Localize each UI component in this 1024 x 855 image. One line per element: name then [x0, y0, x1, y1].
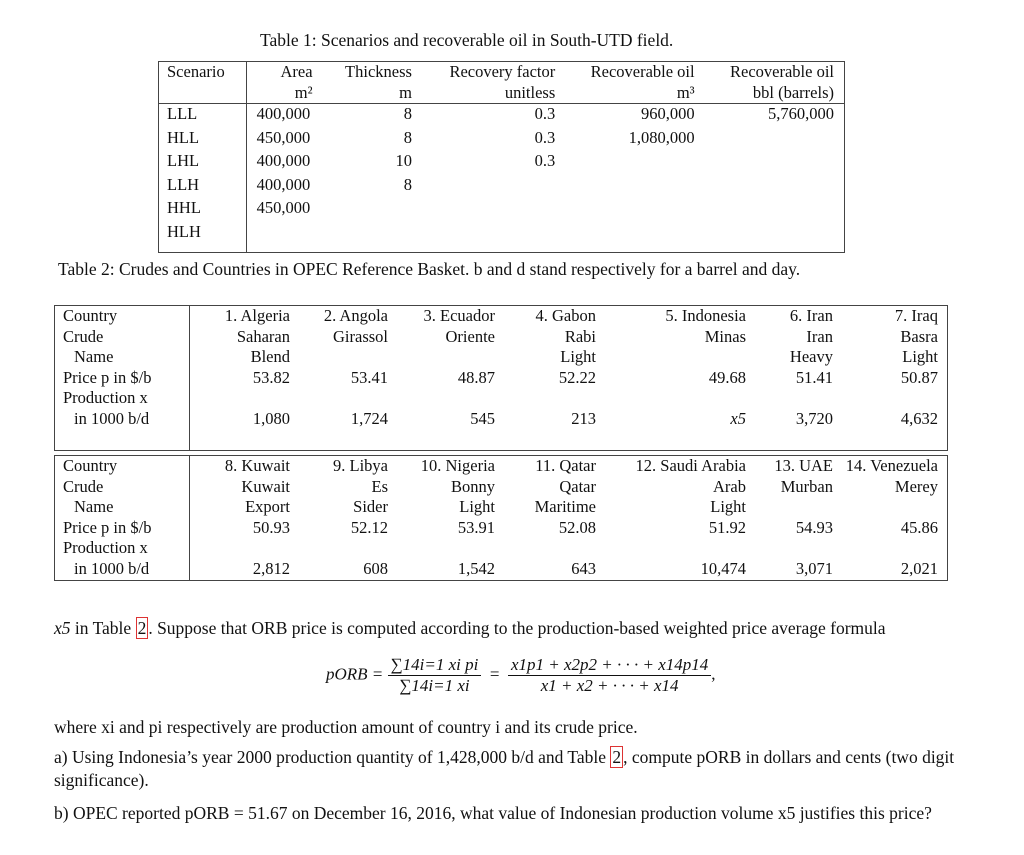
t1-cell: LLL: [159, 104, 247, 128]
t2-price: 53.82: [252, 367, 290, 387]
t1-cell: 0.3: [534, 151, 556, 171]
t1-header-unit: m: [313, 83, 412, 104]
t2-country: 13. UAE: [774, 456, 833, 475]
t2-row-label: Name: [55, 497, 190, 518]
t1-cell: 400,000: [256, 151, 311, 171]
t2-production: 4,632: [900, 408, 938, 428]
table-row: [55, 497, 948, 518]
t2-row-label: Crude: [55, 327, 190, 348]
t2-crude: Blend: [250, 347, 290, 367]
question-a-text: , compute pORB in dollars and cents (two digit significance).: [54, 747, 955, 790]
where-sentence: where xi and pi respectively are production amount of country i and its crude price.: [54, 717, 638, 737]
t2-price: 48.87: [457, 367, 495, 387]
t2-price: 45.86: [900, 517, 938, 537]
t2-production: 213: [571, 408, 596, 428]
table-row: [55, 538, 948, 559]
formula-num: x1p1 + x2p2 + · · · + x14p14: [508, 655, 711, 676]
t2-production: 545: [470, 408, 495, 428]
table-row: [159, 128, 845, 152]
t1-header-unit: [159, 83, 247, 104]
t2-crude: Qatar: [559, 476, 596, 496]
t2-crude: Kuwait: [241, 476, 290, 496]
t1-cell: 10: [395, 151, 412, 171]
t2-production: 2,021: [900, 558, 938, 578]
t1-header: Recovery factor: [449, 62, 556, 81]
t2-country: 11. Qatar: [535, 456, 596, 475]
t2-crude: Murban: [780, 476, 833, 496]
t2-crude: [596, 347, 746, 368]
table-row: [55, 306, 948, 327]
t1-cell: 8: [403, 127, 412, 147]
table-row: [159, 151, 845, 175]
t2-row-label: Price p in $/b: [55, 368, 190, 389]
t2-production: 3,720: [795, 408, 833, 428]
t2-crude: Basra: [900, 326, 938, 346]
t1-cell: 400,000: [256, 174, 311, 194]
t2-crude: Iran: [806, 326, 833, 346]
t2-production: 3,071: [795, 558, 833, 578]
t2-price: 53.91: [457, 517, 495, 537]
formula-fraction: [388, 655, 482, 696]
t2-country: 2. Angola: [323, 306, 388, 325]
t2-crude: Maritime: [534, 497, 596, 517]
t2-country: 9. Libya: [333, 456, 388, 475]
t1-cell: 8: [403, 174, 412, 194]
t1-cell: [695, 128, 845, 152]
t2-row-label: Crude: [55, 477, 190, 498]
t2-production: 2,812: [252, 558, 290, 578]
t1-cell: HLH: [159, 222, 247, 253]
t2-crude: Minas: [704, 326, 746, 346]
t2-country: 12. Saudi Arabia: [635, 456, 746, 475]
t1-cell: [246, 222, 312, 253]
t2-crude: Light: [459, 497, 495, 517]
t1-cell: [695, 151, 845, 175]
t2-country: 3. Ecuador: [423, 306, 495, 325]
t2-row-label: Production x: [55, 538, 190, 559]
orb-formula: pORB = $\frac{\text{∑14i=1 xi pi}}{\sum 14i=1 xi}$ = $\frac{x1p1 + x2p2 + \cdot \cdot \cdot + x14p14}{x1 + x2 + \cdot \cdot \cdot + x14}$ ,: [326, 655, 716, 695]
t1-cell: [695, 175, 845, 199]
table-row: [55, 518, 948, 539]
table-row: [55, 409, 948, 430]
formula-den: x1 + x2 + · · · + x14: [540, 676, 679, 695]
t2-row-label: Price p in $/b: [55, 518, 190, 539]
t2-production: 10,474: [700, 558, 746, 578]
t2-crude: [833, 497, 948, 518]
t2-crude: Heavy: [789, 347, 833, 367]
t2-country: 7. Iraq: [894, 306, 938, 325]
t1-cell: [555, 151, 694, 175]
t1-cell: 960,000: [640, 104, 695, 124]
t2-crude: [290, 347, 388, 368]
table-row: [55, 368, 948, 389]
t2-crude: Sider: [353, 497, 388, 517]
t1-cell: [555, 198, 694, 222]
formula-lhs: pORB =: [326, 664, 384, 684]
table-row: [55, 347, 948, 368]
t2-row-label: Country: [55, 306, 190, 327]
t1-header-unit: unitless: [412, 83, 555, 104]
t1-cell: [695, 222, 845, 253]
question-b: b) OPEC reported pORB = 51.67 on December 16, 2016, what value of Indonesian production volume x5 justifies this price?: [54, 803, 932, 823]
t2-crude: Saharan: [236, 326, 290, 346]
t2-price: 52.12: [350, 517, 388, 537]
table2-block2: [54, 455, 948, 581]
t1-header: Area: [280, 62, 313, 81]
t2-crude: Oriente: [445, 326, 495, 346]
t1-cell: 5,760,000: [768, 104, 834, 124]
table2-ref-link[interactable]: 2: [137, 618, 147, 638]
t1-cell: [313, 222, 412, 253]
t2-production: 643: [571, 558, 596, 578]
t1-cell: 400,000: [256, 104, 311, 124]
t1-cell: [555, 222, 694, 253]
t1-cell: [412, 175, 555, 199]
t2-production: 1,080: [252, 408, 290, 428]
t1-header: Scenario: [159, 62, 247, 83]
table-row: [159, 104, 845, 128]
t2-row-label: Production x: [55, 388, 190, 409]
t1-cell: HLL: [159, 128, 247, 152]
t2-country: 10. Nigeria: [420, 456, 495, 475]
t1-cell: 1,080,000: [628, 127, 695, 147]
table1-caption: Table 1: Scenarios and recoverable oil in South-UTD field.: [260, 30, 674, 50]
t1-header: Thickness: [345, 62, 412, 81]
t2-crude: Rabi: [564, 326, 596, 346]
formula-fraction: [508, 655, 711, 696]
t1-header-unit: m²: [246, 83, 312, 104]
t2-crude: Light: [710, 497, 746, 517]
t2-row-label: Country: [55, 456, 190, 477]
table2-caption: Table 2: Crudes and Countries in OPEC Reference Basket. b and d stand respectively for a barrel and day.: [58, 259, 801, 279]
t2-crude: Es: [371, 476, 388, 496]
table2-block1: [54, 305, 948, 451]
t2-country: 6. Iran: [789, 306, 833, 325]
t1-cell: 0.3: [534, 127, 556, 147]
t2-country: 4. Gabon: [535, 306, 596, 325]
t1-cell: 0.3: [534, 104, 556, 124]
t2-crude: [746, 497, 833, 518]
table-row: [159, 222, 845, 253]
t2-price: 49.68: [708, 367, 746, 387]
t2-country: 14. Venezuela: [845, 456, 938, 475]
table-row: [55, 456, 948, 477]
table-row: [159, 175, 845, 199]
t2-country: 5. Indonesia: [665, 306, 746, 325]
t1-header-unit: bbl (barrels): [695, 83, 845, 104]
t2-crude: Girassol: [333, 326, 388, 346]
intro-text: . Suppose that ORB price is computed according to the production-based weighted price average formula: [148, 618, 886, 638]
question-a: [54, 746, 994, 791]
t1-cell: LLH: [159, 175, 247, 199]
table-row: [55, 477, 948, 498]
t1-cell: [555, 175, 694, 199]
t2-price: 51.92: [708, 517, 746, 537]
t2-production: 1,724: [350, 408, 388, 428]
t2-crude: Merey: [894, 476, 938, 496]
t2-price: 53.41: [350, 367, 388, 387]
table2-ref-link[interactable]: 2: [612, 747, 622, 767]
t1-cell: 450,000: [256, 127, 311, 147]
t1-cell: [313, 198, 412, 222]
intro-text: in Table: [70, 618, 136, 638]
formula-den: ∑14i=1 xi: [399, 676, 470, 695]
t1-cell: 8: [403, 104, 412, 124]
table-row: [55, 388, 948, 409]
t2-crude: Export: [245, 497, 290, 517]
intro-paragraph: [54, 617, 994, 640]
t2-production: 608: [363, 558, 388, 578]
t1-cell: [412, 222, 555, 253]
t1-cell: LHL: [159, 151, 247, 175]
t1-cell: HHL: [159, 198, 247, 222]
t1-header: Recoverable oil: [590, 62, 695, 81]
t1-cell: [412, 198, 555, 222]
t1-header-unit: m³: [555, 83, 694, 104]
table1: [158, 61, 845, 253]
t2-price: 50.87: [900, 367, 938, 387]
t1-header: Recoverable oil: [730, 62, 834, 81]
t2-price: 52.08: [558, 517, 596, 537]
t1-cell: 450,000: [256, 198, 311, 218]
x5-var: x5: [54, 618, 71, 638]
t2-production: 1,542: [457, 558, 495, 578]
t2-crude: Bonny: [450, 476, 495, 496]
t2-crude: [388, 347, 495, 368]
t2-row-label: in 1000 b/d: [55, 409, 190, 430]
t2-price: 50.93: [252, 517, 290, 537]
t2-row-label: in 1000 b/d: [55, 559, 190, 580]
t2-crude: Light: [560, 347, 596, 367]
t2-production: x5: [730, 408, 746, 428]
t2-crude: Light: [902, 347, 938, 367]
t2-country: 8. Kuwait: [224, 456, 290, 475]
table-row: [55, 559, 948, 580]
t1-cell: [695, 198, 845, 222]
table-row: [55, 327, 948, 348]
t2-price: 52.22: [558, 367, 596, 387]
question-a-text: a) Using Indonesia’s year 2000 production quantity of 1,428,000 b/d and Table: [54, 747, 611, 767]
table-row: [159, 198, 845, 222]
t2-crude: Arab: [713, 476, 746, 496]
t2-price: 54.93: [795, 517, 833, 537]
t2-row-label: Name: [55, 347, 190, 368]
formula-num: ∑14i=1 xi pi: [388, 655, 482, 676]
t2-country: 1. Algeria: [224, 306, 290, 325]
t2-price: 51.41: [795, 367, 833, 387]
